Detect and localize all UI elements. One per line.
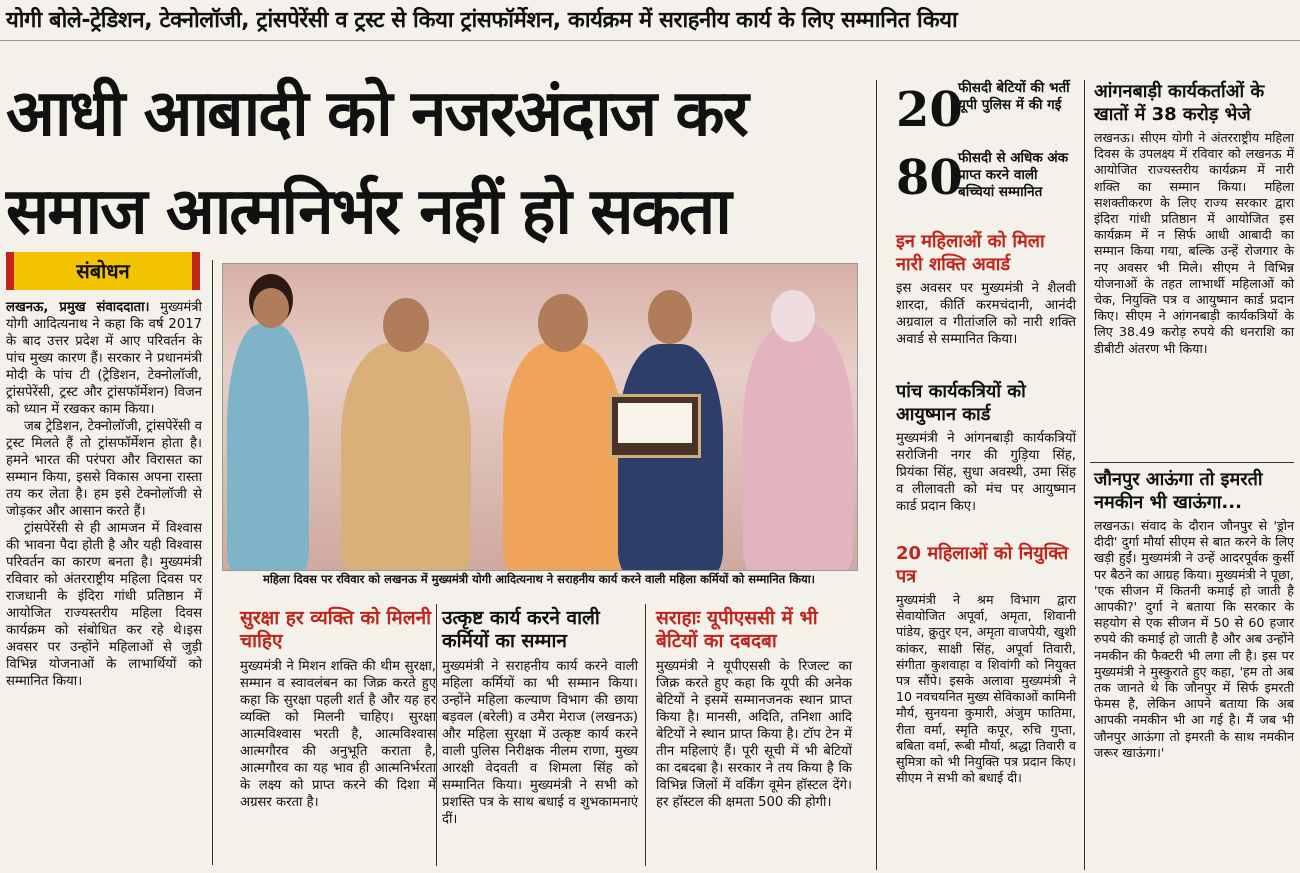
lead-para-2: जब ट्रेडिशन, टेक्नोलॉजी, ट्रांसपेरेंसी व ट्रस्ट मिलते हैं तो ट्रांसफॉर्मेशन होता है।हमने भारत की परंपरा और विरासत का सम्मान किया, इससे विकास अपना रास्ता तय कर लेता है। हम इसे टेक्नोलॉजी से जोड़कर और आसान करते हैं।: [6, 419, 202, 519]
column-rule: [645, 604, 646, 866]
story-anganwadi-body: लखनऊ। सीएम योगी ने अंतरराष्ट्रीय महिला दिवस के उपलक्ष्य में रविवार को लखनऊ में आयोजित राज्यस्तरीय कार्यक्रम में नारी शक्ति का सम्मान किया। महिला सशक्तीकरण के लिए राज्य सरकार द्वारा इंदिरा गांधी प्रतिष्ठान में आयोजित इस कार्यक्रम में न सिर्फ आधी आबादी का सम्मान किया गया, बल्कि उन्हें रोजगार के नए अवसर भी मिले। सीएम ने विभिन्न योजनाओं के तहत लाभार्थी महिलाओं को चेक, नियुक्ति पत्र व आयुष्मान कार्ड प्रदान किए। सीएम ने आंगनबाड़ी कार्यकत्रियों के लिए 38.49 करोड़ रुपये की धनराशि का डीबीटी अंतरण भी किया।: [1094, 130, 1294, 356]
story-jaunpur: [1094, 468, 1294, 761]
story-upsc-head: सराहाः यूपीएससी में भी बेटियों का दबदबा: [656, 607, 818, 652]
story-nari-shakti: [896, 230, 1076, 348]
story-security-body: मुख्यमंत्री ने मिशन शक्ति की थीम सुरक्षा, सम्मान व स्वावलंबन का जिक्र करते हुए कहा कि सुरक्षा पहली शर्त है और यह हर व्यक्ति को मिलनी चाहिए। सुरक्षा आत्मविश्वास भरती है, आत्मविश्वास आत्मगौरव की अनुभूति कराता है, आत्मगौरव का यह भाव ही आत्मनिर्भरता के लक्ष्य को प्राप्त करने की दिशा में अग्रसर करता है।: [240, 659, 436, 810]
stat-80-number: 80: [896, 150, 963, 206]
story-ayushman-head: पांच कार्यकत्रियों को आयुष्मान कार्ड: [896, 381, 1026, 425]
photo-caption: महिला दिवस पर रविवार को लखनऊ में मुख्यमंत्री योगी आदित्यनाथ ने सराहनीय कार्य करने वाली महिला कर्मियों को सम्मानित किया।: [262, 572, 816, 586]
event-photo: [222, 263, 858, 571]
story-nari-shakti-head: इन महिलाओं को मिला नारी शक्ति अवार्ड: [896, 231, 1045, 275]
story-jaunpur-body: लखनऊ। संवाद के दौरान जौनपुर से 'ड्रोन दीदी' दुर्गा मौर्या सीएम से बात करने के लिए खड़ी हुईं। मुख्यमंत्री ने उन्हें आदरपूर्वक कुर्सी पर बैठने का आग्रह किया। मुख्यमंत्री ने पूछा, 'एक सीजन में कितनी कमाई हो जाती है आपकी?' दुर्गा ने बताया कि सरकार के सहयोग से एक सीजन में 50 से 60 हजार रुपये की कमाई हो जाती है और अब उन्होंने नमकीन की फैक्टरी भी लगा ली है। इस पर मुख्यमंत्री ने मुस्कुराते हुए कहा, 'हम तो अब तक जानते थे कि जौनपुर में सिर्फ इमरती फेमस है, लेकिन आपने बताया कि अब आपकी नमकीन भी आ गई है। मैं जब भी जौनपुर आऊंगा तो इमरती के साथ नमकीन जरूर खाऊंगा।': [1094, 518, 1294, 760]
section-tag: संबोधन: [6, 252, 200, 290]
story-appointment-head: 20 महिलाओं को नियुक्ति पत्र: [896, 543, 1069, 587]
stat-20-text: फीसदी बेटियों की भर्ती यूपी पुलिस में की गई: [958, 80, 1070, 113]
main-headline-line1: आधी आबादी को नजरअंदाज कर: [6, 77, 747, 151]
story-honour: [442, 607, 638, 828]
story-anganwadi-head: आंगनबाड़ी कार्यकर्ताओं के खातों में 38 करोड़ भेजे: [1094, 81, 1265, 125]
strap-headline: योगी बोले-ट्रेडिशन, टेक्नोलॉजी, ट्रांसपेरेंसी व ट्रस्ट से किया ट्रांसफॉर्मेशन, कार्यक्रम में सराहनीय कार्य के लिए सम्मानित किया: [6, 8, 958, 33]
strap-divider: [0, 40, 1300, 41]
lead-para-3: ट्रांसपेरेंसी से ही आमजन में विश्वास की भावना पैदा होती है और यही विश्वास परिवर्तन का कारण बनता है। मुख्यमंत्री रविवार को अंतरराष्ट्रीय महिला दिवस पर राजधानी के इंदिरा गांधी प्रतिष्ठान में आयोजित राज्यस्तरीय महिला दिवस कार्यक्रम को संबोधित कर रहे थे।इस अवसर पर उन्होंने महिलाओं से जुड़ी विभिन्न योजनाओं के लाभार्थियों को सम्मानित किया।: [6, 521, 202, 689]
column-rule: [212, 260, 213, 865]
story-security: [240, 607, 436, 811]
story-upsc: [656, 607, 852, 811]
column-rule: [876, 80, 877, 870]
story-jaunpur-head: जौनपुर आऊंगा तो इमरती नमकीन भी खाऊंगा...: [1094, 469, 1263, 513]
story-anganwadi: [1094, 80, 1294, 357]
main-headline-line2: समाज आत्मनिर्भर नहीं हो सकता: [6, 175, 730, 249]
column-rule: [436, 604, 437, 866]
stat-80-text: फीसदी से अधिक अंक प्राप्त करने वाली बच्चियां सम्मानित: [958, 150, 1069, 200]
story-ayushman-body: मुख्यमंत्री ने आंगनबाड़ी कार्यकत्रियों सरोजिनी नगर की गुड़िया सिंह, प्रियंका सिंह, सुधा अवस्थी, उमा सिंह व लीलावती को मंच पर आयुष्मान कार्ड प्रदान किए।: [896, 431, 1076, 514]
story-divider: [1090, 462, 1294, 463]
story-appointment-body: मुख्यमंत्री ने श्रम विभाग द्वारा सेवायोजित अपूर्वा, अमृता, शिवानी पांडेय, क्रुतुर एन, अमृता वाजपेयी, खुशी कांकर, साक्षी सिंह, अपूर्वा तिवारी, संगीता कुशवाहा व शिवांगी को नियुक्त पत्र सौंपे। इसके अलावा मुख्यमंत्री ने 10 नवचयनित मुख्य सेविकाओं कामिनी मौर्य, सुनयना कुमारी, अंजुम फातिमा, रीता वर्मा, स्मृति कपूर, रुचि गुप्ता, बबिता वर्मा, रूबी मौर्या, श्रद्धा तिवारी व सुमित्रा को भी नियुक्ति पत्र प्रदान किए। सीएम ने सभी को बधाई दी।: [896, 592, 1076, 786]
lead-para-1: मुख्यमंत्री योगी आदित्यनाथ ने कहा कि वर्ष 2017 के बाद उत्तर प्रदेश में आए परिवर्तन के पांच मुख्य कारण हैं। सरकार ने प्रधानमंत्री मोदी के पांच टी (ट्रेडिशन, टेक्नोलॉजी, ट्रांसपेरेंसी, ट्रस्ट और ट्रांसफॉर्मेशन) विजन को ध्यान में रखकर काम किया।: [6, 300, 202, 417]
story-upsc-body: मुख्यमंत्री ने यूपीएससी के रिजल्ट का जिक्र करते हुए कहा कि यूपी की अनेक बेटियों ने इसमें सम्मानजनक स्थान प्राप्त किया है। मानसी, अदिति, तनिशा आदि बेटियों ने स्थान प्राप्त किया है। टॉप टेन में तीन महिलाएं हैं। पूरी सूची में भी बेटियों का दबदबा है। सरकार ने तय किया है कि विभिन्न जिलों में वर्किंग वूमेन हॉस्टल देंगे। हर हॉस्टल की क्षमता 500 की होगी।: [656, 659, 852, 810]
dateline: लखनऊ, प्रमुख संवाददाता।: [6, 300, 150, 315]
stat-20: [896, 80, 1076, 140]
certificate-frame: [609, 394, 701, 458]
column-rule: [1084, 80, 1085, 870]
story-honour-body: मुख्यमंत्री ने सराहनीय कार्य करने वाली महिला कर्मियों का भी सम्मान किया। उन्होंने महिला कल्याण विभाग की छाया बड़वल (बरेली) व उमैरा मेराज (लखनऊ) और महिला सुरक्षा में उत्कृष्ट कार्य करने वाली पुलिस निरीक्षक नीलम राणा, मुख्य आरक्षी वेदवती व शिमला सिंह को सम्मानित किया। मुख्यमंत्री ने सभी को प्रशस्ति पत्र के साथ बधाई व शुभकामनाएं दीं।: [442, 659, 638, 827]
story-honour-head: उत्कृष्ट कार्य करने वाली कर्मियों का सम्मान: [442, 607, 600, 652]
story-ayushman: [896, 380, 1076, 515]
stat-80: [896, 146, 1076, 212]
story-security-head: सुरक्षा हर व्यक्ति को मिलनी चाहिए: [240, 607, 432, 652]
stat-20-number: 20: [896, 82, 963, 138]
lead-story: [6, 299, 202, 690]
story-appointment: [896, 542, 1076, 786]
story-nari-shakti-body: इस अवसर पर मुख्यमंत्री ने शैलवी शारदा, कीर्ति करमचंदानी, आनंदी अग्रवाल व गीतांजलि को नारी शक्ति अवार्ड से सम्मानित किया।: [896, 281, 1076, 347]
